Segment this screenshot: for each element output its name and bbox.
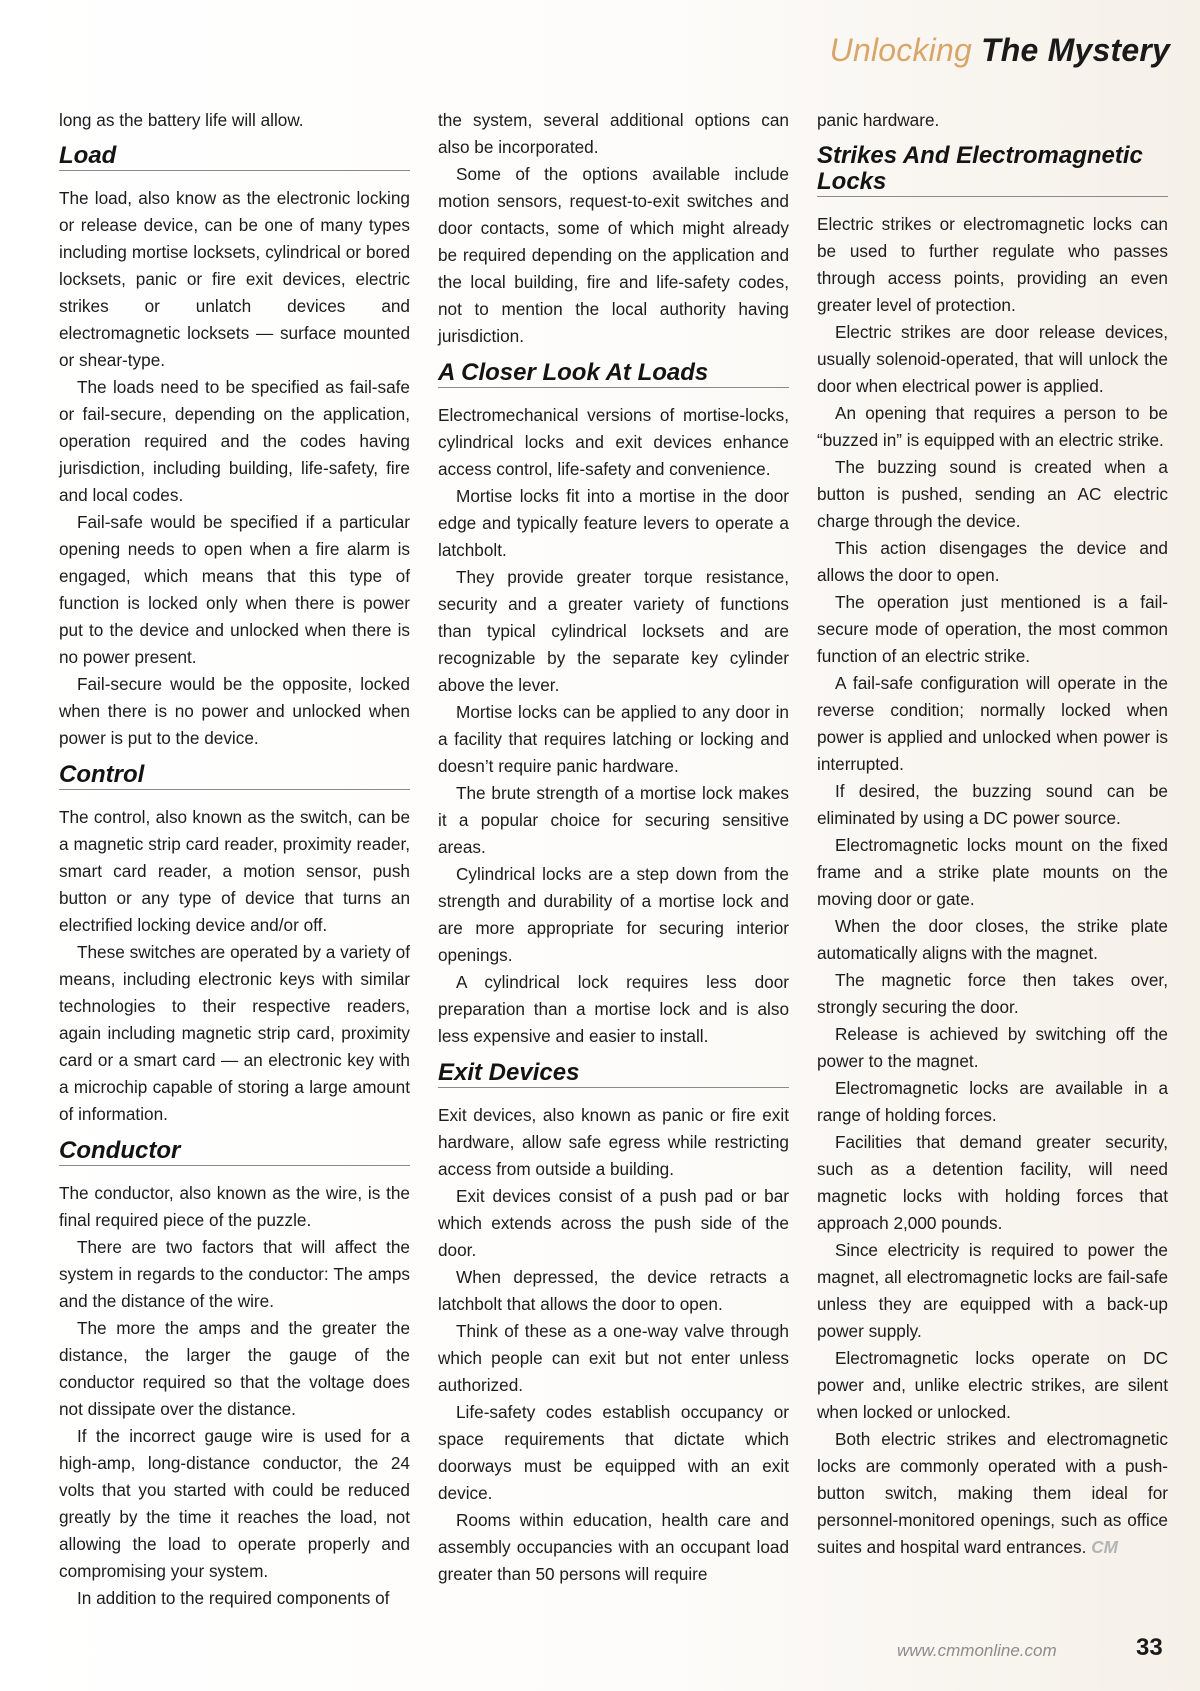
paragraph: An opening that requires a person to be “buzzed in” is equipped with an electric strike. — [817, 403, 1168, 450]
heading-control: Control — [59, 762, 410, 790]
column-left — [59, 107, 410, 1612]
paragraph: panic hardware. — [817, 110, 940, 130]
paragraph: When the door closes, the strike plate automatically aligns with the magnet. — [817, 916, 1168, 963]
paragraph: There are two factors that will affect the system in regards to the conductor: The amps and the distance of the wire. — [59, 1237, 410, 1311]
paragraph: Electromechanical versions of mortise-locks, cylindrical locks and exit devices enhance access control, life-safety and convenience. — [438, 405, 789, 479]
paragraph — [817, 1426, 1168, 1561]
paragraph: The conductor, also known as the wire, is the final required piece of the puzzle. — [59, 1183, 410, 1230]
paragraph: The control, also known as the switch, can be a magnetic strip card reader, proximity reader, smart card reader, a motion sensor, push button or any type of device that turns an electrified locking device and/or off. — [59, 807, 410, 935]
paragraph: When depressed, the device retracts a latchbolt that allows the door to open. — [438, 1267, 789, 1314]
paragraph: Release is achieved by switching off the power to the magnet. — [817, 1024, 1168, 1071]
paragraph: Electromagnetic locks operate on DC power and, unlike electric strikes, are silent when locked or unlocked. — [817, 1348, 1168, 1422]
paragraph: Electromagnetic locks are available in a range of holding forces. — [817, 1078, 1168, 1125]
paragraph: Exit devices, also known as panic or fire exit hardware, allow safe egress while restricting access from outside a building. — [438, 1105, 789, 1179]
paragraph: long as the battery life will allow. — [59, 110, 304, 130]
paragraph: They provide greater torque resistance, security and a greater variety of functions than typical cylindrical locksets and are recognizable by the separate key cylinder above the lever. — [438, 567, 789, 695]
footer-url: www.cmmonline.com — [897, 1641, 1057, 1660]
paragraph: The load, also know as the electronic locking or release device, can be one of many types including mortise locksets, cylindrical or bored locksets, panic or fire exit devices, electric strikes or unlatch devices and electromagnetic locksets — surface mounted or shear-type. — [59, 188, 410, 370]
paragraph: Rooms within education, health care and assembly occupancies with an occupant load greater than 50 persons will require — [438, 1510, 789, 1584]
paragraph-text: Both electric strikes and electromagnetic locks are commonly operated with a push-button switch, making them ideal for personnel-monitored openings, such as office suites and hospital ward entrances. — [817, 1429, 1168, 1557]
paragraph: If the incorrect gauge wire is used for a high-amp, long-distance conductor, the 24 volts that you started with could be reduced greatly by the time it reaches the load, not allowing the load to operate properly and compromising your system. — [59, 1426, 410, 1581]
column-middle — [438, 107, 789, 1588]
heading-closer-look-at-loads: A Closer Look At Loads — [438, 360, 789, 388]
heading-exit-devices: Exit Devices — [438, 1060, 789, 1088]
heading-conductor: Conductor — [59, 1138, 410, 1166]
paragraph: Life-safety codes establish occupancy or space requirements that dictate which doorways must be equipped with an exit device. — [438, 1402, 789, 1503]
paragraph: Some of the options available include motion sensors, request-to-exit switches and door contacts, some of which might already be required depending on the application and the local building, fire and life-safety codes, not to mention the local authority having jurisdiction. — [438, 164, 789, 346]
paragraph: Mortise locks fit into a mortise in the door edge and typically feature levers to operate a latchbolt. — [438, 486, 789, 560]
header-title-accent: Unlocking — [829, 32, 972, 68]
paragraph: The buzzing sound is created when a button is pushed, sending an AC electric charge through the device. — [817, 457, 1168, 531]
paragraph: Mortise locks can be applied to any door in a facility that requires latching or locking and doesn’t require panic hardware. — [438, 702, 789, 776]
paragraph: Exit devices consist of a push pad or bar which extends across the push side of the door. — [438, 1186, 789, 1260]
paragraph: the system, several additional options can also be incorporated. — [438, 110, 789, 157]
paragraph: This action disengages the device and allows the door to open. — [817, 538, 1168, 585]
paragraph: Facilities that demand greater security, such as a detention facility, will need magnetic locks with holding forces that approach 2,000 pounds. — [817, 1132, 1168, 1233]
paragraph: The loads need to be specified as fail-safe or fail-secure, depending on the application, operation required and the codes having jurisdiction, including building, life-safety, fire and local codes. — [59, 377, 410, 505]
paragraph: The brute strength of a mortise lock makes it a popular choice for securing sensitive areas. — [438, 783, 789, 857]
paragraph: Since electricity is required to power the magnet, all electromagnetic locks are fail-safe unless they are equipped with a back-up power supply. — [817, 1240, 1168, 1341]
paragraph: Electric strikes are door release devices, usually solenoid-operated, that will unlock the door when electrical power is applied. — [817, 322, 1168, 396]
paragraph: A fail-safe configuration will operate in the reverse condition; normally locked when power is applied and unlocked when power is interrupted. — [817, 673, 1168, 774]
paragraph: The magnetic force then takes over, strongly securing the door. — [817, 970, 1168, 1017]
paragraph: These switches are operated by a variety of means, including electronic keys with similar technologies to their respective readers, again including magnetic strip card, proximity card or a smart card — an electronic key with a microchip capable of storing a large amount of information. — [59, 942, 410, 1124]
heading-strikes-and-electromagnetic-locks: Strikes And Electromagnetic Locks — [817, 143, 1168, 197]
paragraph: The more the amps and the greater the distance, the larger the gauge of the conductor required so that the voltage does not dissipate over the distance. — [59, 1318, 410, 1419]
end-of-article-mark: CM — [1091, 1537, 1118, 1557]
paragraph: If desired, the buzzing sound can be eliminated by using a DC power source. — [817, 781, 1168, 828]
paragraph: Electromagnetic locks mount on the fixed frame and a strike plate mounts on the moving door or gate. — [817, 835, 1168, 909]
paragraph: Fail-safe would be specified if a particular opening needs to open when a fire alarm is engaged, which means that this type of function is locked only when there is power put to the device and unlocked when there is no power present. — [59, 512, 410, 667]
paragraph: Think of these as a one-way valve through which people can exit but not enter unless authorized. — [438, 1321, 789, 1395]
paragraph: The operation just mentioned is a fail-secure mode of operation, the most common function of an electric strike. — [817, 592, 1168, 666]
running-header — [830, 32, 1170, 69]
paragraph: Electric strikes or electromagnetic locks can be used to further regulate who passes through access points, providing an even greater level of protection. — [817, 214, 1168, 315]
column-right — [817, 107, 1168, 1561]
paragraph: Fail-secure would be the opposite, locked when there is no power and unlocked when power is put to the device. — [59, 674, 410, 748]
header-title-rest: The Mystery — [981, 32, 1170, 68]
heading-load: Load — [59, 143, 410, 171]
page-number: 33 — [1136, 1634, 1163, 1661]
paragraph: A cylindrical lock requires less door preparation than a mortise lock and is also less expensive and easier to install. — [438, 972, 789, 1046]
paragraph: In addition to the required components of — [77, 1588, 390, 1608]
paragraph: Cylindrical locks are a step down from the strength and durability of a mortise lock and are more appropriate for securing interior openings. — [438, 864, 789, 965]
